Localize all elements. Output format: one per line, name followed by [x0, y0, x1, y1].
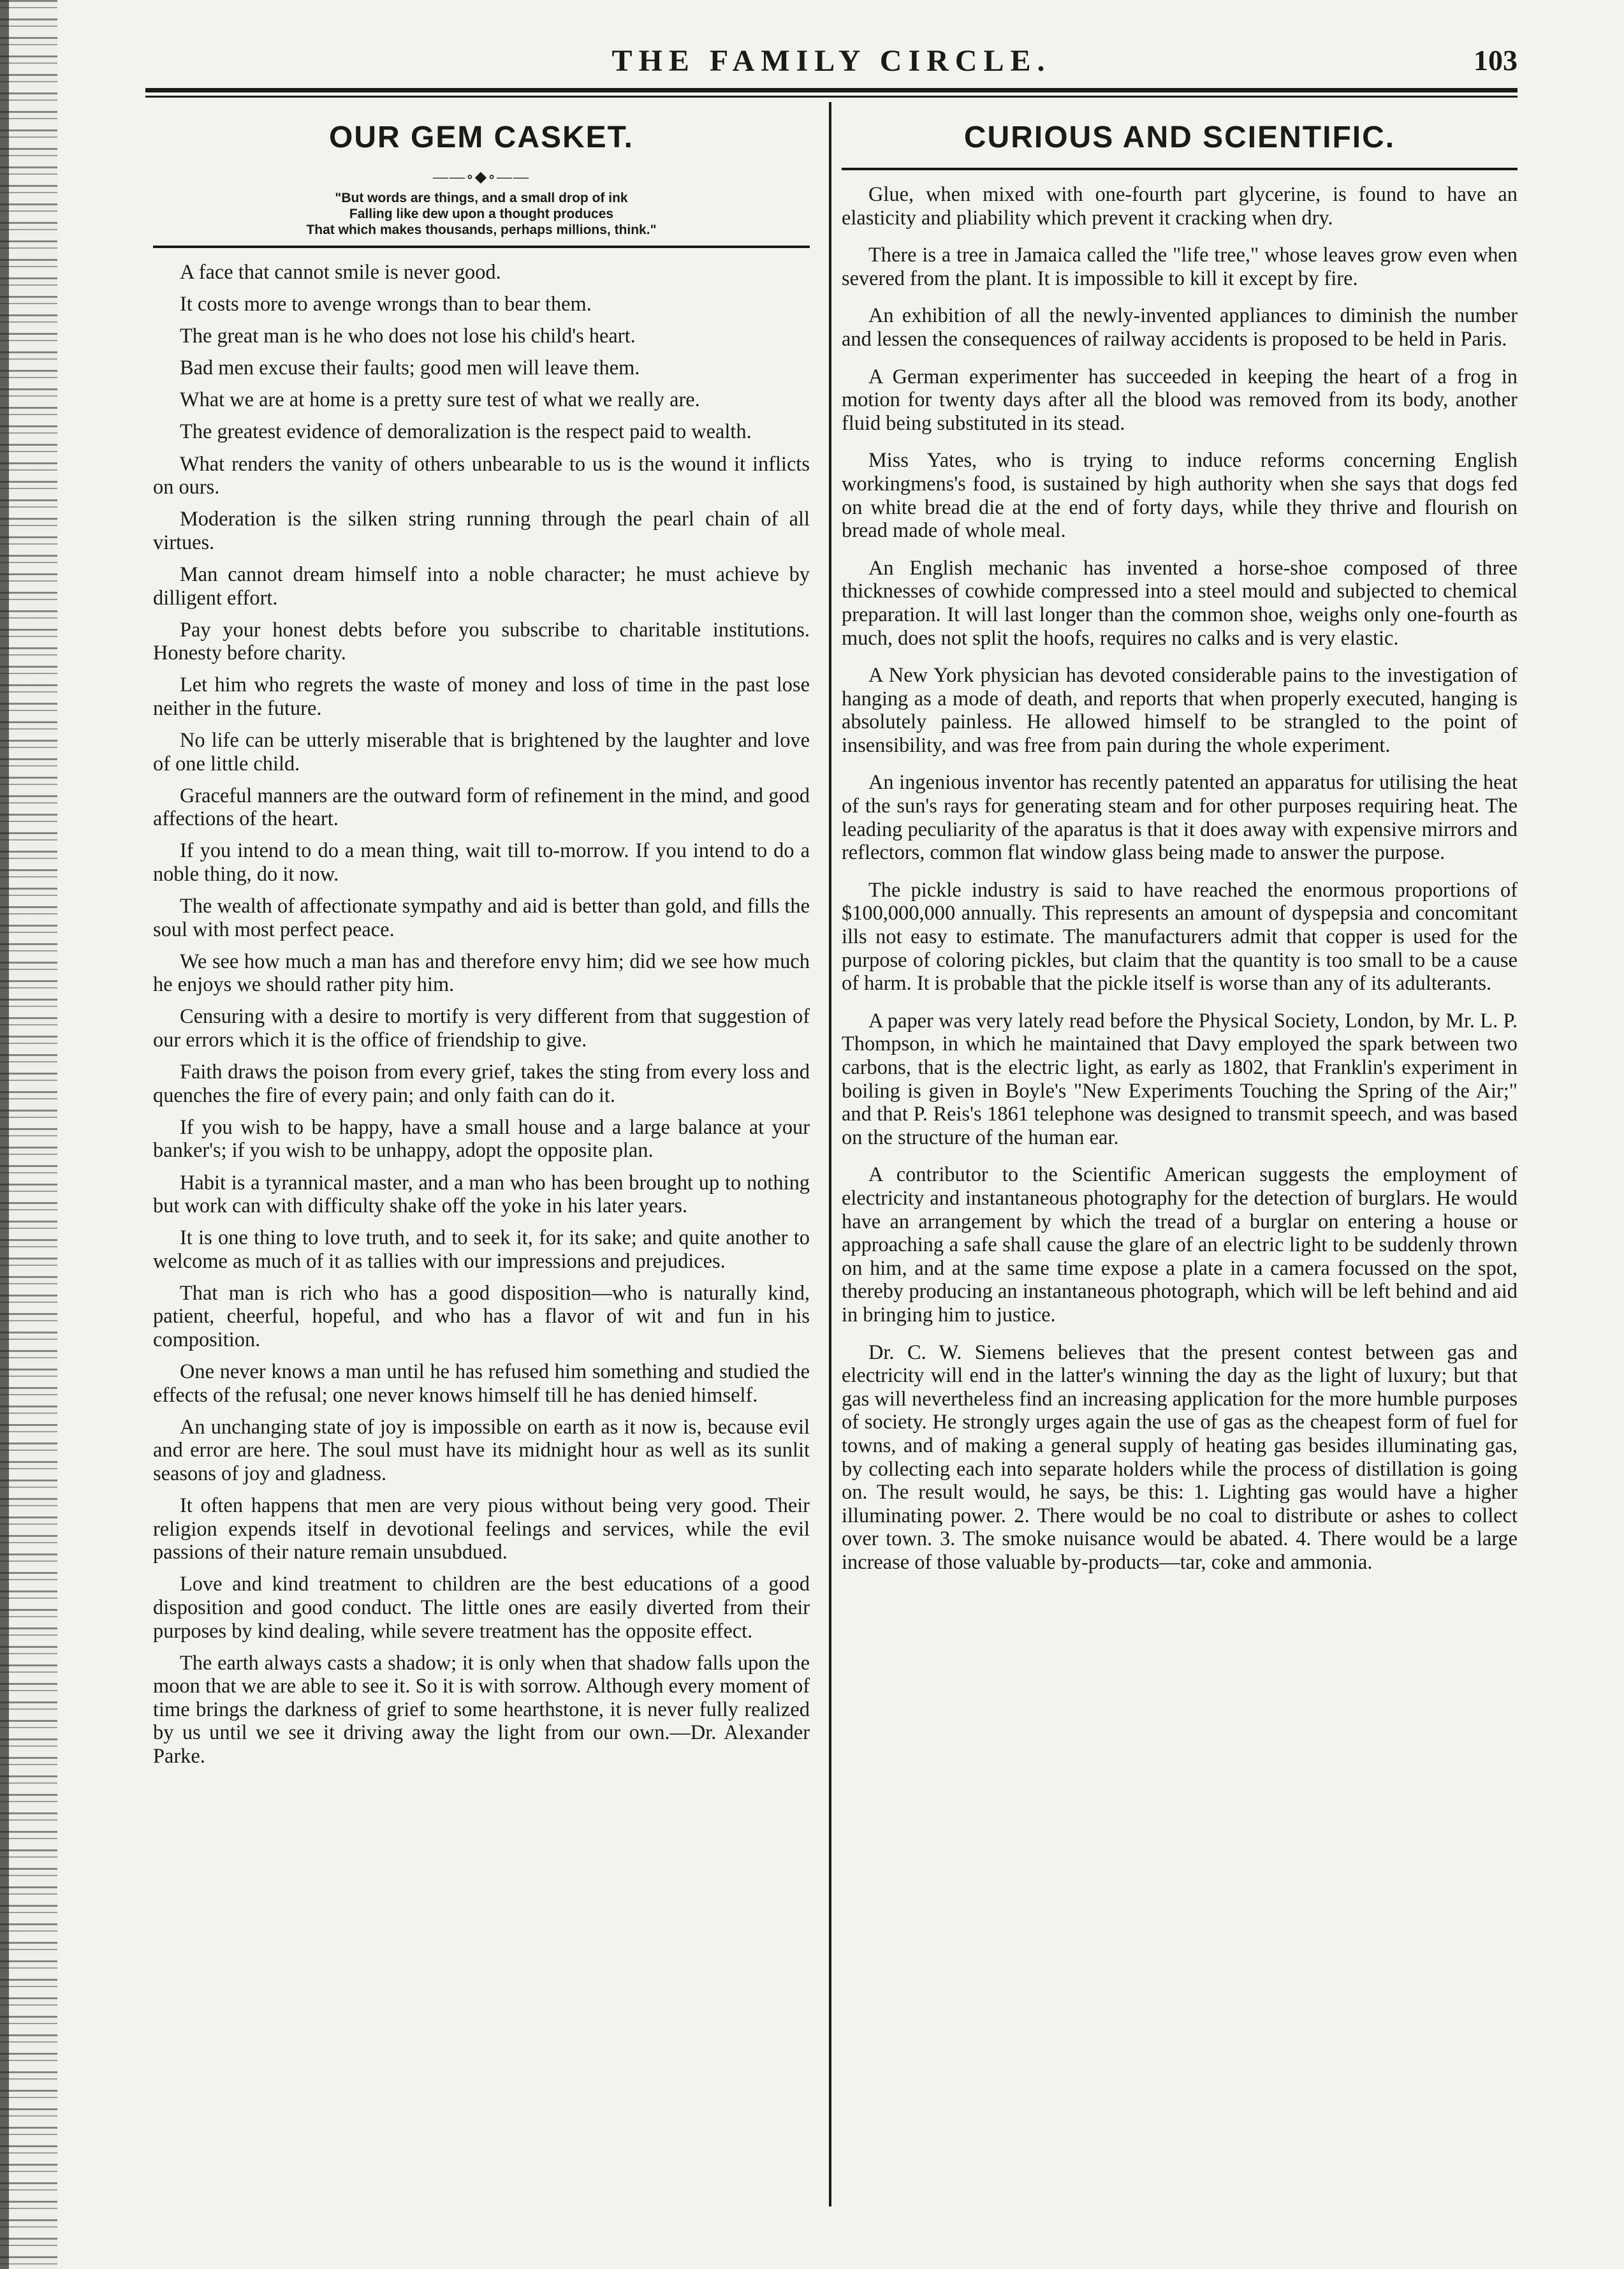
paragraph: It costs more to avenge wrongs than to bear them. — [180, 293, 592, 316]
paragraph: Miss Yates, who is trying to induce reforms concerning English workingmens's food, is sustained by high authority when she says that dogs fed on white bread die at the end of forty days, while they thrive and flourish on bread made of whole meal. — [842, 449, 1518, 543]
right-column — [842, 108, 1518, 1588]
paragraph: Glue, when mixed with one-fourth part glycerine, is found to have an elasticity and pliability which prevent it cracking when dry. — [842, 183, 1518, 230]
page-binding-shadow — [0, 0, 9, 2269]
paragraph: The wealth of affectionate sympathy and aid is better than gold, and fills the soul with most perfect peace. — [153, 895, 810, 941]
epigraph-line: That which makes thousands, perhaps millions, think." — [306, 223, 657, 237]
paragraph: That man is rich who has a good disposition—who is naturally kind, patient, cheerful, hopeful, and who has a flavor of wit and fun in his composition. — [153, 1281, 810, 1352]
paragraph: Let him who regrets the waste of money and loss of time in the past lose neither in the future. — [153, 673, 810, 720]
section-heading-curious-scientific: CURIOUS AND SCIENTIFIC. — [963, 121, 1396, 154]
paragraph: A paper was very lately read before the Physical Society, London, by Mr. L. P. Thompson, in which he maintained that Davy employed the spark between two carbons, that is the electric light, as early as 1802, that Franklin's experiment in boiling is given in Boyle's "New Experiments Touching the Spring of the Air;" and that P. Reis's 1861 telephone was designed to transmit speech, and was based on the structure of the human ear. — [842, 1009, 1518, 1149]
paragraph: Man cannot dream himself into a noble character; he must achieve by dilligent effort. — [153, 562, 810, 610]
paragraph: The pickle industry is said to have reached the enormous proportions of $100,000,000 annually. This represents an amount of dyspepsia and concomitant ills not easy to estimate. The manufacturers admit that copper is used for the purpose of coloring pickles, but claim that the quantity is too small to be a cause of harm. It is probable that the pickle itself is worse than any of its adulterants. — [842, 878, 1518, 995]
page-number: 103 — [1474, 44, 1518, 77]
paragraph: An ingenious inventor has recently patented an apparatus for utilising the heat of the sun's rays for generating steam and for other purposes requiring heat. The leading peculiarity of the aparatus is that it does away with expensive mirrors and reflectors, common flat window glass being made to answer the purpose. — [842, 771, 1518, 865]
paragraph: The greatest evidence of demoralization is the respect paid to wealth. — [180, 420, 752, 444]
paragraph: If you wish to be happy, have a small house and a large balance at your banker's; if you wish to be unhappy, adopt the opposite plan. — [153, 1115, 810, 1163]
paragraph: A face that cannot smile is never good. — [180, 261, 501, 284]
paragraph: An exhibition of all the newly-invented appliances to diminish the number and lessen the consequences of railway accidents is proposed to be held in Paris. — [842, 304, 1518, 351]
section-heading-gem-casket: OUR GEM CASKET. — [328, 121, 634, 154]
gem-paragraph-list — [153, 261, 810, 1768]
paragraph: It is one thing to love truth, and to seek it, for its sake; and quite another to welcome as much of it as tallies with our impressions and prejudices. — [153, 1226, 810, 1273]
heading-rule — [842, 168, 1518, 170]
paragraph: Graceful manners are the outward form of refinement in the mind, and good affections of the heart. — [153, 784, 810, 831]
paragraph: Bad men excuse their faults; good men will leave them. — [180, 356, 640, 380]
paragraph: A German experimenter has succeeded in keeping the heart of a frog in motion for twenty days after all the blood was removed from its body, another fluid being substituted in its stead. — [842, 365, 1518, 435]
paragraph: No life can be utterly miserable that is brightened by the laughter and love of one little child. — [153, 729, 810, 775]
paragraph: The great man is he who does not lose his child's heart. — [180, 325, 636, 348]
paragraph: It often happens that men are very pious without being very good. Their religion expends itself in devotional feelings and services, while the evil passions of their nature remain unsubdued. — [153, 1494, 810, 1564]
paragraph: Dr. C. W. Siemens believes that the present contest between gas and electricity will end in the latter's winning the day as the light of luxury; but that gas will nevertheless find an increasing application for the more humble purposes of society. He strongly urges again the use of gas as the cheapest form of fuel for towns, and of making a general supply of heating gas besides illuminating gas, by collecting each into separate holders while the process of distillation is going on. The result would, he says, be this: 1. Lighting gas would have a higher illuminating power. 2. There would be no coal to distribute or ashes to collect over town. 3. The smoke nuisance would be abated. 4. There would be a large increase of those valuable by-products—tar, coke and ammonia. — [842, 1340, 1518, 1574]
epigraph-line: Falling like dew upon a thought produces — [349, 207, 614, 221]
paragraph: If you intend to do a mean thing, wait till to-morrow. If you intend to do a noble thing, do it now. — [153, 839, 810, 886]
running-head — [145, 43, 1518, 88]
paragraph: A New York physician has devoted considerable pains to the investigation of hanging as a mode of death, and reports that when properly executed, hanging is absolutely painless. He allowed himself to be strangled to the point of insensibility, and was free from pain during the whole experiment. — [842, 664, 1518, 757]
ornament-divider: ——∘◆∘—— — [433, 169, 530, 186]
paragraph: One never knows a man until he has refused him something and studied the effects of the refusal; one never knows himself till he has denied himself. — [153, 1360, 810, 1407]
paragraph: Faith draws the poison from every grief, takes the sting from every loss and quenches the fire of every pain; and only faith can do it. — [153, 1061, 810, 1107]
header-rule-thin — [145, 96, 1518, 98]
paragraph: Censuring with a desire to mortify is very different from that suggestion of our errors which it is the office of friendship to give. — [153, 1005, 810, 1052]
paragraph: There is a tree in Jamaica called the "life tree," whose leaves grow even when severed from the plant. It is impossible to kill it except by fire. — [842, 244, 1518, 290]
paragraph: The earth always casts a shadow; it is only when that shadow falls upon the moon that we are able to see it. So it is with sorrow. Although every moment of time brings the darkness of grief to some hearthstone, it is never fully realized by us until we see it driving away the light from our own.—Dr. Alexander Parke. — [153, 1651, 810, 1768]
column-divider — [829, 102, 831, 2207]
paragraph: Moderation is the silken string running through the pearl chain of all virtues. — [153, 508, 810, 554]
paragraph: A contributor to the Scientific American suggests the employment of electricity and instantaneous photography for the detection of burglars. He would have an arrangement by which the tread of a burglar on entering a house or approaching a safe shall cause the glare of an electric light to be suddenly thrown on him, and at the same time expose a plate in a camera focussed on the spot, thereby producing an instantaneous photograph, which will be left behind and aid in bringing him to justice. — [842, 1163, 1518, 1326]
paragraph: We see how much a man has and therefore envy him; did we see how much he enjoys we should rather pity him. — [153, 950, 810, 997]
paragraph: Habit is a tyrannical master, and a man who has been brought up to nothing but work can with difficulty shake off the yoke in his later years. — [153, 1171, 810, 1218]
header-rule-thick — [145, 88, 1518, 92]
paragraph: What we are at home is a pretty sure test of what we really are. — [180, 388, 700, 412]
publication-title: THE FAMILY CIRCLE. — [611, 44, 1051, 78]
paragraph: Pay your honest debts before you subscribe to charitable institutions. Honesty before charity. — [153, 618, 810, 665]
epigraph — [179, 190, 784, 238]
paragraph: Love and kind treatment to children are the best educations of a good disposition and good conduct. The little ones are easily diverted from their purposes by kind dealing, while severe treatment has the opposite effect. — [153, 1573, 810, 1643]
paragraph: An English mechanic has invented a horse-shoe composed of three thicknesses of cowhide compressed into a steel mould and subjected to chemical preparation. It will last longer than the common shoe, weighs only one-fourth as much, does not split the hoofs, requires no calks and is very elastic. — [842, 556, 1518, 650]
science-paragraph-list — [842, 183, 1518, 1574]
paragraph: An unchanging state of joy is impossible on earth as it now is, because evil and error are here. The soul must have its midnight hour as well as its sunlit seasons of joy and gladness. — [153, 1415, 810, 1486]
epigraph-rule — [153, 246, 810, 248]
epigraph-line: "But words are things, and a small drop of ink — [335, 191, 628, 205]
paragraph: What renders the vanity of others unbearable to us is the wound it inflicts on ours. — [153, 452, 810, 499]
left-column — [153, 108, 810, 1777]
